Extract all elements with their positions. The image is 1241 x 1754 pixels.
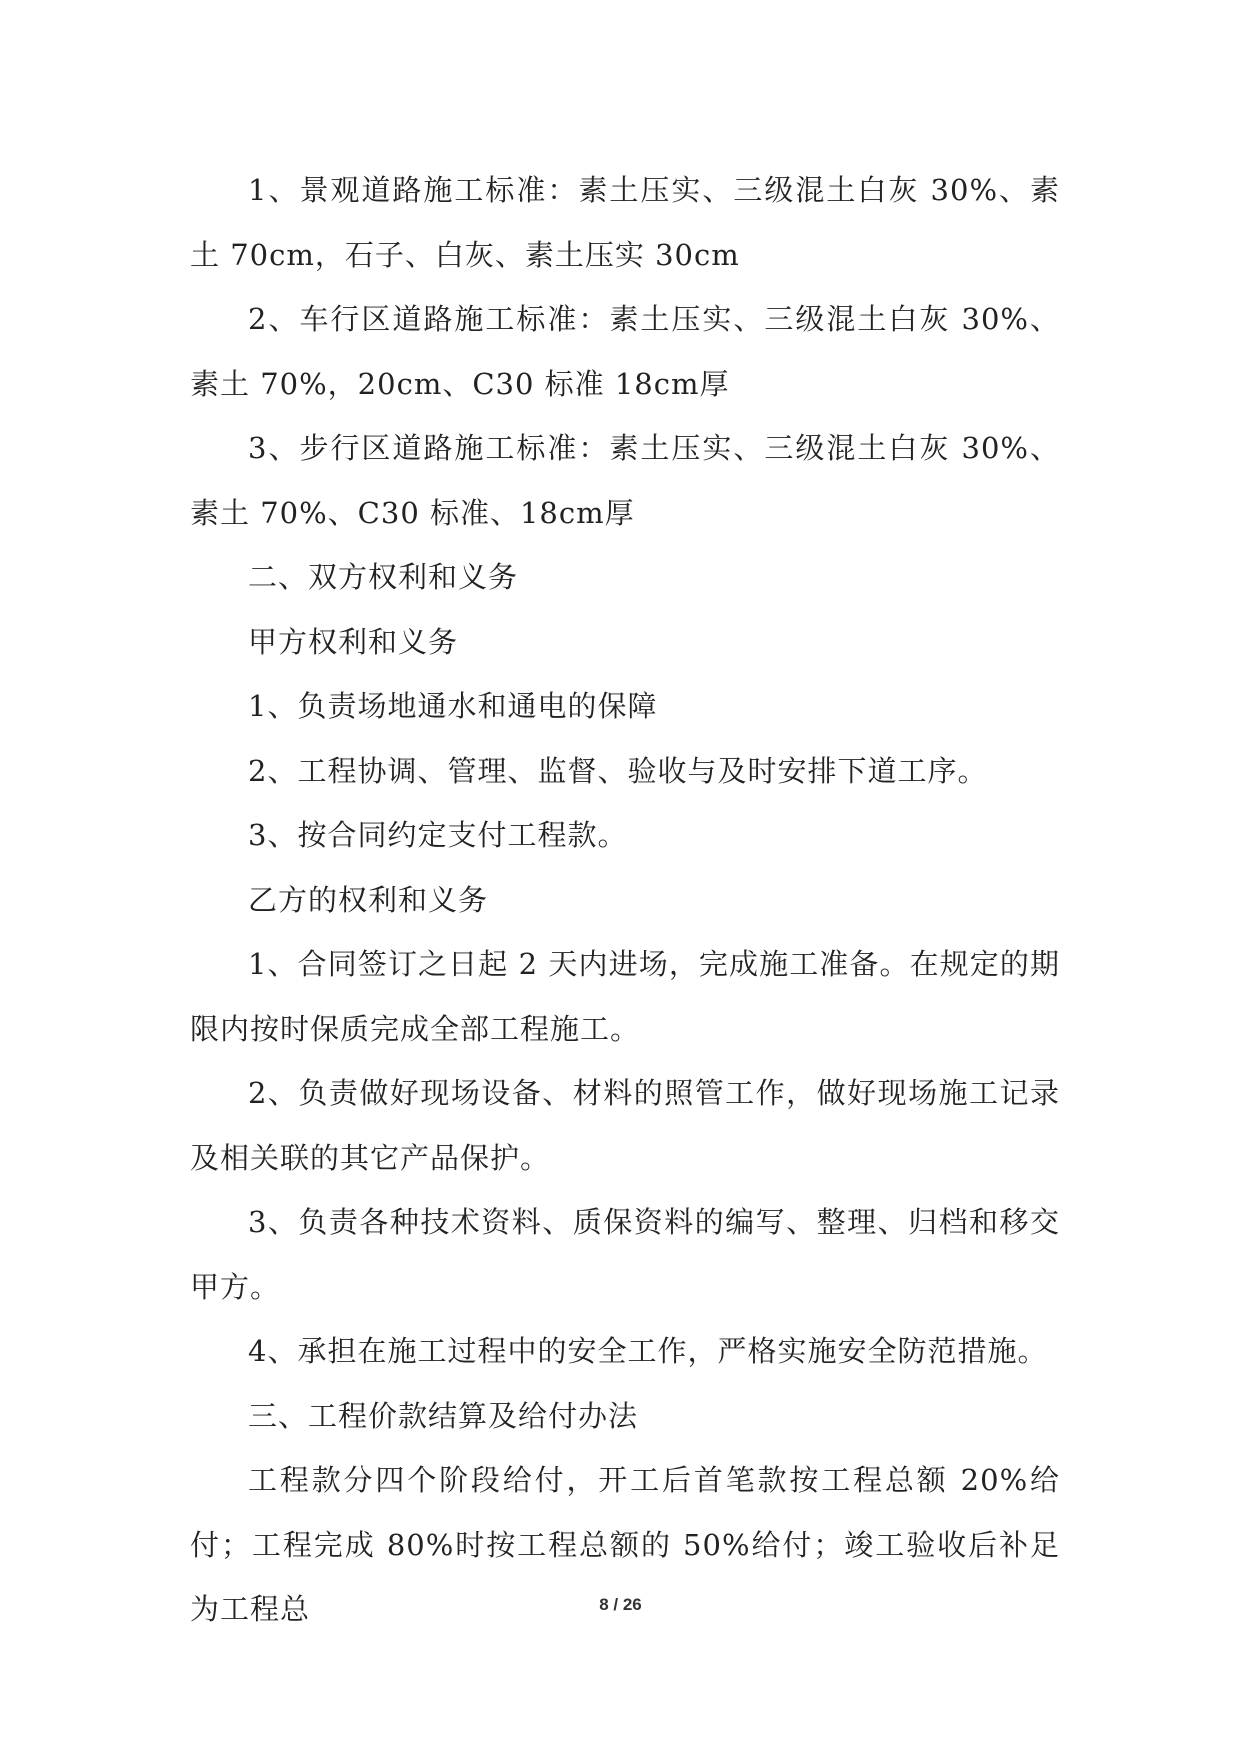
- subheading-party-a: 甲方权利和义务: [248, 624, 459, 659]
- paragraph-party-a-item-3: 3、按合同约定支付工程款。: [248, 818, 628, 852]
- section-heading-rights-obligations: 二、双方权利和义务: [248, 560, 519, 594]
- section-heading-payment: 三、工程价款结算及给付办法: [248, 1398, 639, 1433]
- page-number: 8 / 26: [599, 1595, 642, 1614]
- paragraph-party-b-item-4: 4、承担在施工过程中的安全工作，严格实施安全防范措施。: [248, 1334, 1048, 1368]
- paragraph-party-a-item-2: 2、工程协调、管理、监督、验收与及时安排下道工序。: [248, 753, 988, 788]
- paragraph-party-a-item-1: 1、负责场地通水和通电的保障: [248, 689, 658, 723]
- paragraph-party-b-item-2: 2、负责做好现场设备、材料的照管工作，做好现场施工记录及相关联的其它产品保护。: [190, 1076, 1060, 1175]
- document-body: [190, 158, 1060, 1642]
- paragraph-road-pedestrian-standard: 3、步行区道路施工标准：素土压实、三级混土白灰 30%、素土 70%、C30 标准、18cm厚: [190, 431, 1060, 530]
- paragraph-road-vehicle-standard: 2、车行区道路施工标准：素土压实、三级混土白灰 30%、素土 70%，20cm、C30 标准 18cm厚: [190, 302, 1060, 401]
- paragraph-road-landscape-standard: 1、景观道路施工标准：素土压实、三级混土白灰 30%、素土 70cm，石子、白灰、素土压实 30cm: [190, 173, 1060, 272]
- paragraph-payment-terms: 工程款分四个阶段给付，开工后首笔款按工程总额 20%给付；工程完成 80%时按工程总额的 50%给付；竣工验收后补足为工程总: [190, 1463, 1060, 1626]
- subheading-party-b: 乙方的权利和义务: [248, 882, 489, 917]
- paragraph-party-b-item-1: 1、合同签订之日起 2 天内进场，完成施工准备。在规定的期限内按时保质完成全部工程施工。: [190, 947, 1060, 1046]
- paragraph-party-b-item-3: 3、负责各种技术资料、质保资料的编写、整理、归档和移交甲方。: [190, 1205, 1060, 1304]
